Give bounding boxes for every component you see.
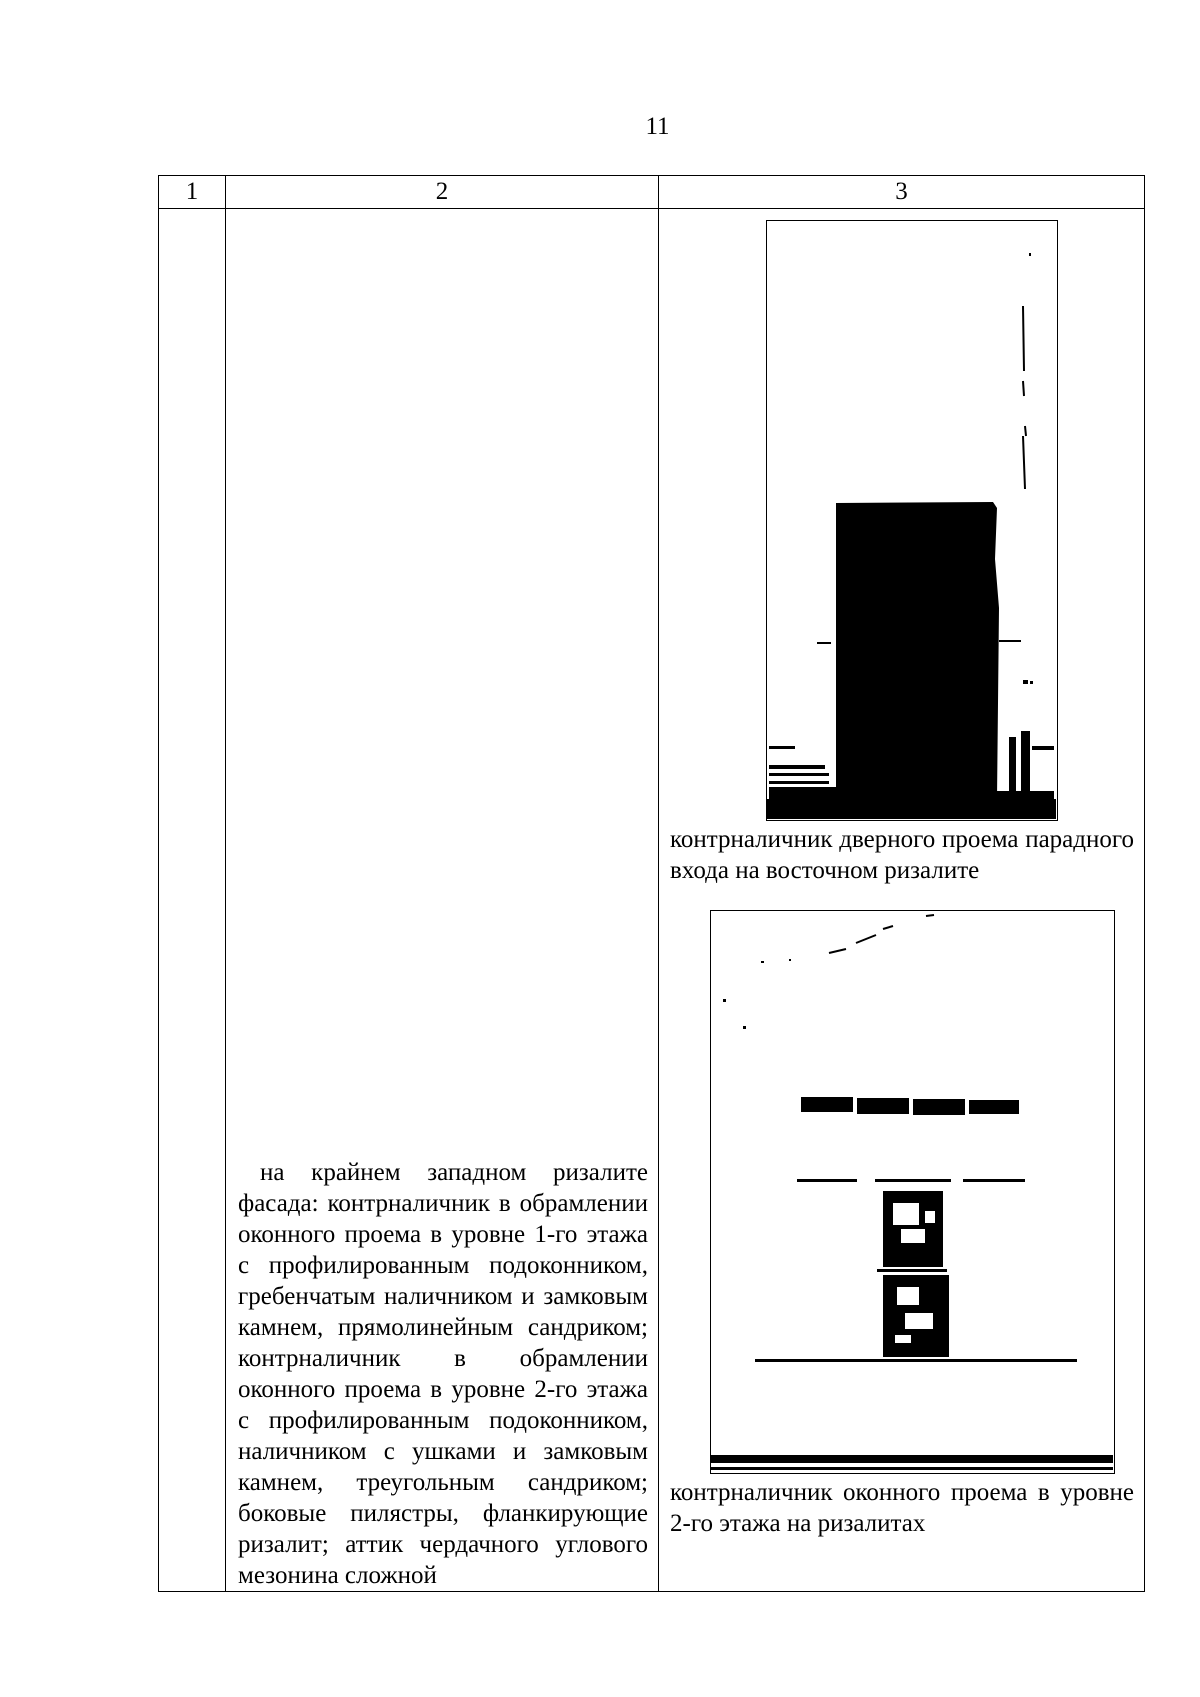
- description-table: [158, 175, 1145, 1592]
- window-photo-caption: контрналичник оконного проема в уровне 2-го этажа на ризалитах: [670, 1479, 1134, 1537]
- window-opening-photo: [710, 910, 1115, 1474]
- photos-cell: [659, 209, 1145, 1592]
- door-photo-caption: контрналичник дверного проема парадного входа на восточном ризалите: [670, 826, 1134, 884]
- column-header-2: 2: [226, 176, 659, 209]
- table-row: [159, 209, 1145, 1592]
- row-number-cell: [159, 209, 226, 1592]
- door-opening-photo: [766, 220, 1058, 821]
- column-header-3: 3: [659, 176, 1145, 209]
- description-cell: [226, 209, 659, 1592]
- column-header-1: 1: [159, 176, 226, 209]
- description-text: на крайнем западном ризалите фасада: контрналичник в обрамлении оконного проема в уровне 1-го этажа с профилированным подоконником, гребенчатым наличником и замковым камнем, прямолинейным сандриком; контрналичник в обрамлении оконного проема в уровне 2-го этажа с профилированным подоконником, наличником с ушками и замковым камнем, треугольным сандриком; боковые пилястры, фланкирующие ризалит; аттик чердачного углового мезонина сложной: [238, 1159, 648, 1589]
- table-header-row: [159, 176, 1145, 209]
- page-number: 11: [645, 113, 670, 140]
